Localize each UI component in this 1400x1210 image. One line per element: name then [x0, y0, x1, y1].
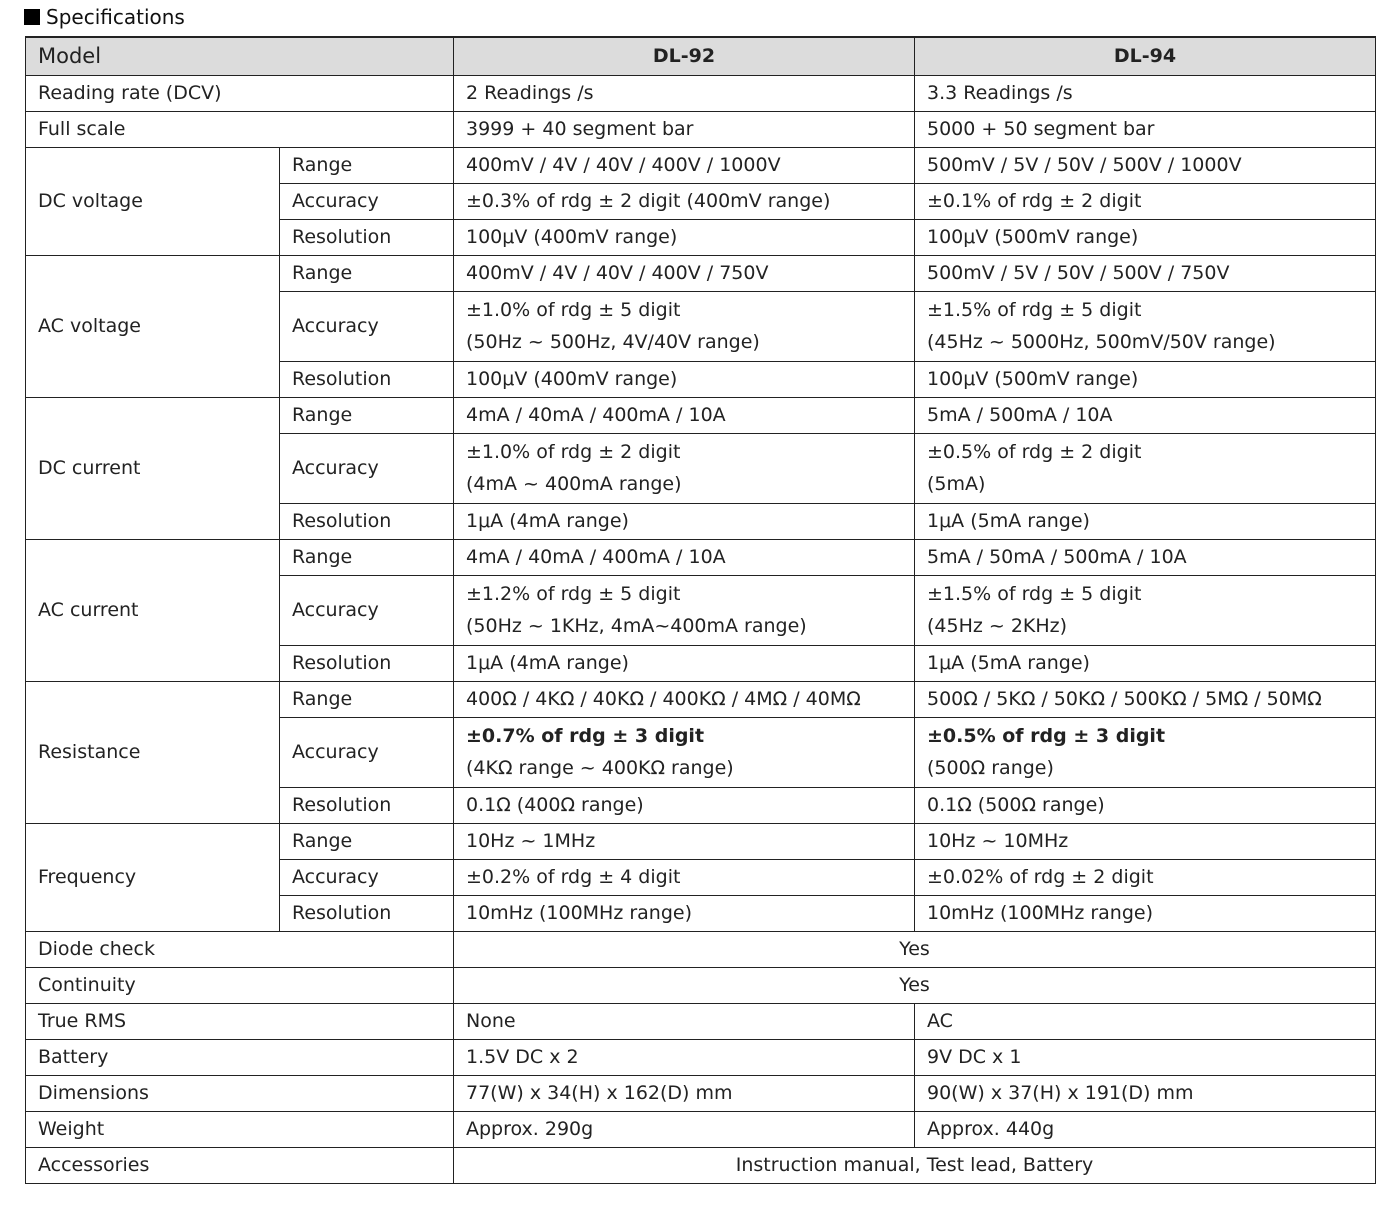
- cell-dl94: 100μV (500mV range): [915, 219, 1376, 255]
- table-row-dc-current-range: [26, 397, 1376, 433]
- cell-dl92: 4mA / 40mA / 400mA / 10A: [454, 397, 915, 433]
- table-row-ac-current-range: [26, 539, 1376, 575]
- cell-dl94: 1μA (5mA range): [915, 503, 1376, 539]
- sub-label: Resolution: [280, 503, 454, 539]
- sub-label: Range: [280, 681, 454, 717]
- accuracy-condition: (45Hz ~ 2KHz): [927, 615, 1068, 637]
- cell-dl94: 3.3 Readings /s: [915, 75, 1376, 111]
- sub-label: Resolution: [280, 361, 454, 397]
- table-row-full-scale: [26, 111, 1376, 147]
- accuracy-line: ±1.0% of rdg ± 5 digit: [466, 299, 681, 321]
- cell-dl94: [915, 575, 1376, 645]
- cell-both: Instruction manual, Test lead, Battery: [454, 1147, 1376, 1183]
- cell-dl92: [454, 717, 915, 787]
- cell-dl94: 5mA / 50mA / 500mA / 10A: [915, 539, 1376, 575]
- black-square-icon: [24, 9, 40, 25]
- row-label: Accessories: [26, 1147, 454, 1183]
- row-label: Diode check: [26, 931, 454, 967]
- accuracy-condition: (50Hz ~ 1KHz, 4mA~400mA range): [466, 615, 807, 637]
- accuracy-line: ±0.5% of rdg ± 3 digit: [927, 725, 1166, 747]
- section-title-text: Specifications: [46, 5, 185, 29]
- row-label: Weight: [26, 1111, 454, 1147]
- table-row-weight: [26, 1111, 1376, 1147]
- accuracy-line: ±1.5% of rdg ± 5 digit: [927, 299, 1142, 321]
- accuracy-line: ±0.2% of rdg ± 4 digit: [466, 866, 681, 888]
- table-header-row: [26, 37, 1376, 75]
- accuracy-line: ±0.7% of rdg ± 3 digit: [466, 725, 705, 747]
- accuracy-condition: (4mA ~ 400mA range): [466, 473, 682, 495]
- cell-dl94: 500Ω / 5KΩ / 50KΩ / 500KΩ / 5MΩ / 50MΩ: [915, 681, 1376, 717]
- cell-dl92: 400mV / 4V / 40V / 400V / 1000V: [454, 147, 915, 183]
- cell-dl94: [915, 859, 1376, 895]
- cell-dl92: 77(W) x 34(H) x 162(D) mm: [454, 1075, 915, 1111]
- table-row-dimensions: [26, 1075, 1376, 1111]
- cell-dl92: [454, 859, 915, 895]
- sub-label: Range: [280, 539, 454, 575]
- cell-dl92: 1μA (4mA range): [454, 503, 915, 539]
- cell-dl94: 500mV / 5V / 50V / 500V / 1000V: [915, 147, 1376, 183]
- row-label: Dimensions: [26, 1075, 454, 1111]
- cell-dl92: None: [454, 1003, 915, 1039]
- accuracy-line: ±0.02% of rdg ± 2 digit: [927, 866, 1154, 888]
- group-label-frequency: Frequency: [26, 823, 280, 931]
- group-label-ac-voltage: AC voltage: [26, 255, 280, 397]
- group-label-ac-current: AC current: [26, 539, 280, 681]
- accuracy-line: ±0.5% of rdg ± 2 digit: [927, 441, 1142, 463]
- row-label: Battery: [26, 1039, 454, 1075]
- cell-dl94: 90(W) x 37(H) x 191(D) mm: [915, 1075, 1376, 1111]
- cell-dl92: 1.5V DC x 2: [454, 1039, 915, 1075]
- cell-dl92: [454, 433, 915, 503]
- cell-dl94: 5mA / 500mA / 10A: [915, 397, 1376, 433]
- table-row-ac-voltage-range: [26, 255, 1376, 291]
- table-row-dc-voltage-range: [26, 147, 1376, 183]
- accuracy-condition: (5mA): [927, 473, 986, 495]
- cell-dl94: Approx. 440g: [915, 1111, 1376, 1147]
- accuracy-line: ±0.3% of rdg ± 2 digit (400mV range): [466, 190, 831, 212]
- sub-label: Accuracy: [280, 859, 454, 895]
- cell-dl92: 100μV (400mV range): [454, 219, 915, 255]
- cell-dl92: 0.1Ω (400Ω range): [454, 787, 915, 823]
- cell-dl94: [915, 183, 1376, 219]
- cell-dl92: 2 Readings /s: [454, 75, 915, 111]
- cell-dl92: 10mHz (100MHz range): [454, 895, 915, 931]
- sub-label: Accuracy: [280, 717, 454, 787]
- specifications-table: [25, 36, 1376, 1184]
- row-label: Reading rate (DCV): [26, 75, 454, 111]
- cell-both: Yes: [454, 931, 1376, 967]
- cell-dl92: 10Hz ~ 1MHz: [454, 823, 915, 859]
- accuracy-line: ±1.2% of rdg ± 5 digit: [466, 583, 681, 605]
- cell-dl94: [915, 717, 1376, 787]
- table-row-reading-rate: [26, 75, 1376, 111]
- table-row-accessories: [26, 1147, 1376, 1183]
- sub-label: Accuracy: [280, 291, 454, 361]
- accuracy-condition: (50Hz ~ 500Hz, 4V/40V range): [466, 331, 760, 353]
- sub-label: Range: [280, 397, 454, 433]
- cell-dl92: [454, 183, 915, 219]
- group-label-dc-current: DC current: [26, 397, 280, 539]
- sub-label: Range: [280, 255, 454, 291]
- sub-label: Resolution: [280, 219, 454, 255]
- cell-dl92: 3999 + 40 segment bar: [454, 111, 915, 147]
- cell-dl94: [915, 433, 1376, 503]
- cell-dl94: 10mHz (100MHz range): [915, 895, 1376, 931]
- cell-dl94: 5000 + 50 segment bar: [915, 111, 1376, 147]
- header-dl94: DL-94: [915, 37, 1376, 75]
- accuracy-condition: (45Hz ~ 5000Hz, 500mV/50V range): [927, 331, 1276, 353]
- table-row-true-rms: [26, 1003, 1376, 1039]
- cell-dl94: AC: [915, 1003, 1376, 1039]
- sub-label: Accuracy: [280, 183, 454, 219]
- accuracy-condition: (500Ω range): [927, 757, 1054, 779]
- cell-dl94: [915, 291, 1376, 361]
- cell-dl92: 400Ω / 4KΩ / 40KΩ / 400KΩ / 4MΩ / 40MΩ: [454, 681, 915, 717]
- cell-dl92: 1μA (4mA range): [454, 645, 915, 681]
- cell-dl92: Approx. 290g: [454, 1111, 915, 1147]
- table-row-battery: [26, 1039, 1376, 1075]
- sub-label: Resolution: [280, 645, 454, 681]
- sub-label: Resolution: [280, 787, 454, 823]
- accuracy-condition: (4KΩ range ~ 400KΩ range): [466, 757, 734, 779]
- sub-label: Accuracy: [280, 433, 454, 503]
- row-label: True RMS: [26, 1003, 454, 1039]
- accuracy-line: ±0.1% of rdg ± 2 digit: [927, 190, 1142, 212]
- group-label-resistance: Resistance: [26, 681, 280, 823]
- sub-label: Resolution: [280, 895, 454, 931]
- cell-dl94: 0.1Ω (500Ω range): [915, 787, 1376, 823]
- row-label: Full scale: [26, 111, 454, 147]
- cell-dl94: 10Hz ~ 10MHz: [915, 823, 1376, 859]
- cell-dl92: [454, 575, 915, 645]
- row-label: Continuity: [26, 967, 454, 1003]
- accuracy-line: ±1.0% of rdg ± 2 digit: [466, 441, 681, 463]
- header-dl92: DL-92: [454, 37, 915, 75]
- accuracy-line: ±1.5% of rdg ± 5 digit: [927, 583, 1142, 605]
- sub-label: Range: [280, 823, 454, 859]
- group-label-dc-voltage: DC voltage: [26, 147, 280, 255]
- cell-dl94: 1μA (5mA range): [915, 645, 1376, 681]
- cell-both: Yes: [454, 967, 1376, 1003]
- sub-label: Range: [280, 147, 454, 183]
- table-row-frequency-range: [26, 823, 1376, 859]
- table-row-continuity: [26, 967, 1376, 1003]
- table-row-diode-check: [26, 931, 1376, 967]
- cell-dl92: 400mV / 4V / 40V / 400V / 750V: [454, 255, 915, 291]
- cell-dl94: 9V DC x 1: [915, 1039, 1376, 1075]
- section-title: [24, 4, 185, 30]
- cell-dl94: 500mV / 5V / 50V / 500V / 750V: [915, 255, 1376, 291]
- sub-label: Accuracy: [280, 575, 454, 645]
- cell-dl92: 4mA / 40mA / 400mA / 10A: [454, 539, 915, 575]
- cell-dl92: [454, 291, 915, 361]
- cell-dl94: 100μV (500mV range): [915, 361, 1376, 397]
- cell-dl92: 100μV (400mV range): [454, 361, 915, 397]
- header-model: Model: [26, 37, 454, 75]
- table-row-resistance-range: [26, 681, 1376, 717]
